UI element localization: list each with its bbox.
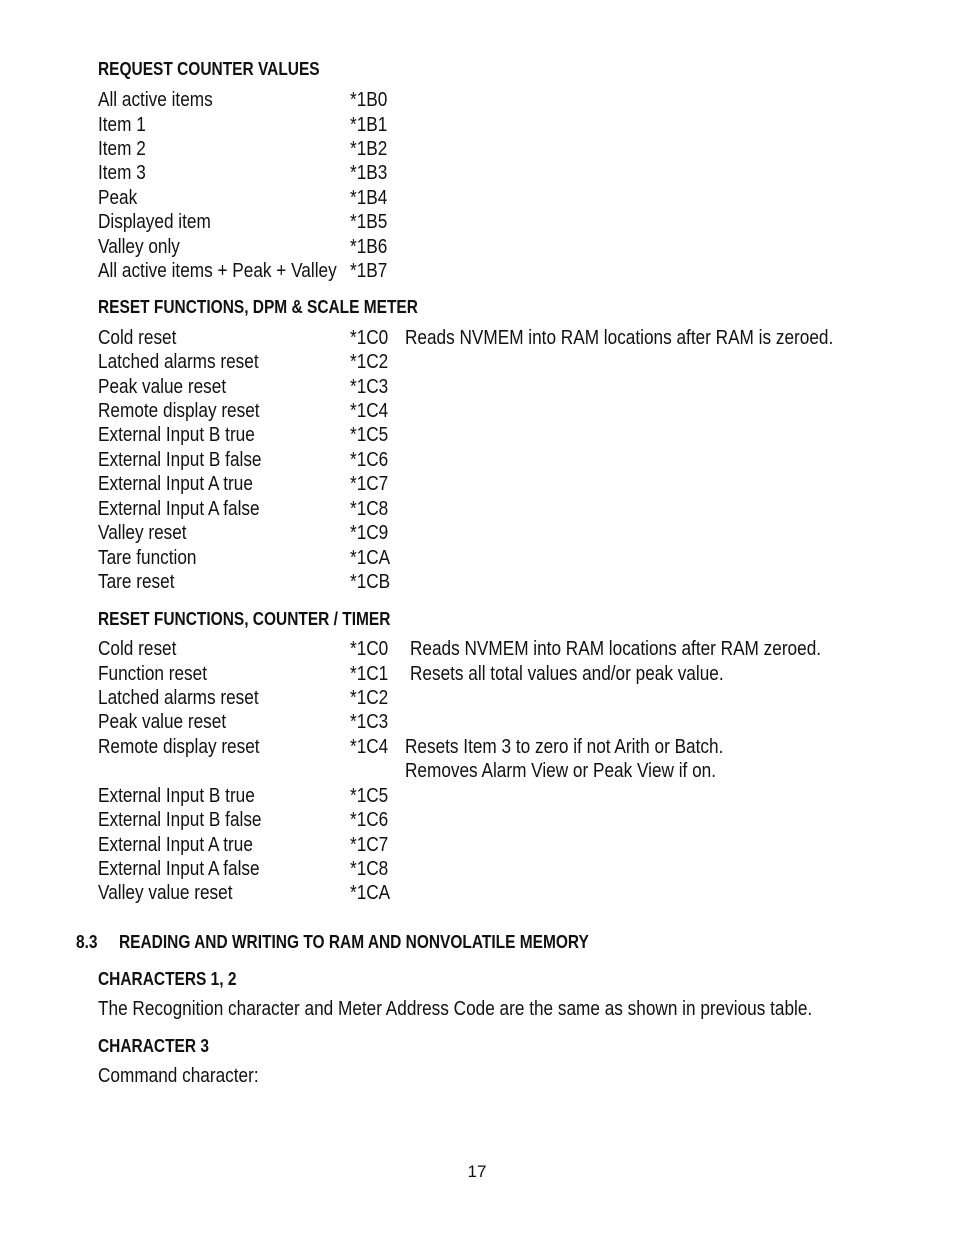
section-heading (76, 932, 589, 953)
row-label: All active items + Peak + Valley (98, 260, 337, 282)
row-label: Remote display reset (98, 736, 260, 758)
row-label: Remote display reset (98, 400, 260, 422)
row-code: *1C0 (350, 327, 389, 349)
row-note: Reads NVMEM into RAM locations after RAM is zeroed. (405, 327, 834, 349)
row-code: *1C1 (350, 663, 389, 685)
row-code: *1C8 (350, 498, 389, 520)
reset-dpm-heading: RESET FUNCTIONS, DPM & SCALE METER (98, 297, 418, 317)
row-code: *1B2 (350, 138, 388, 160)
page-number: 17 (467, 1162, 487, 1181)
row-code: *1C5 (350, 785, 389, 807)
character-3-heading: CHARACTER 3 (98, 1036, 209, 1056)
row-code: *1CA (350, 882, 391, 904)
row-label: External Input A true (98, 473, 253, 495)
row-code: *1CA (350, 547, 391, 569)
row-label: Displayed item (98, 211, 211, 233)
row-code: *1B5 (350, 211, 388, 233)
row-label: External Input A true (98, 834, 253, 856)
row-label: Valley only (98, 236, 180, 258)
row-label: External Input B true (98, 424, 255, 446)
row-code: *1C6 (350, 449, 389, 471)
row-label: External Input B true (98, 785, 255, 807)
row-code: *1C4 (350, 400, 389, 422)
row-code: *1B4 (350, 187, 388, 209)
row-label: All active items (98, 89, 213, 111)
row-code: *1CB (350, 571, 391, 593)
row-code: *1C0 (350, 638, 389, 660)
row-code: *1C2 (350, 351, 389, 373)
row-note: Resets Item 3 to zero if not Arith or Batch. (405, 736, 724, 758)
row-label: External Input A false (98, 498, 260, 520)
row-label: Cold reset (98, 638, 177, 660)
row-label: Item 1 (98, 114, 146, 136)
row-code: *1B0 (350, 89, 388, 111)
row-code: *1B3 (350, 162, 388, 184)
row-label: Item 3 (98, 162, 146, 184)
row-label: Item 2 (98, 138, 146, 160)
row-code: *1B1 (350, 114, 388, 136)
section-number: 8.3 (76, 932, 98, 952)
row-code: *1C3 (350, 376, 389, 398)
row-label: External Input B false (98, 809, 262, 831)
row-code: *1C7 (350, 473, 389, 495)
row-label: Peak value reset (98, 376, 227, 398)
row-note: Reads NVMEM into RAM locations after RAM zeroed. (410, 638, 822, 660)
reset-counter-heading: RESET FUNCTIONS, COUNTER / TIMER (98, 609, 391, 629)
row-label: Valley value reset (98, 882, 233, 904)
row-note-continued: Removes Alarm View or Peak View if on. (405, 760, 717, 782)
row-label: Tare function (98, 547, 197, 569)
row-code: *1C8 (350, 858, 389, 880)
row-label: Valley reset (98, 522, 187, 544)
request-counter-heading: REQUEST COUNTER VALUES (98, 59, 320, 79)
row-label: Cold reset (98, 327, 177, 349)
row-label: Latched alarms reset (98, 687, 259, 709)
row-label: Peak value reset (98, 711, 227, 733)
row-label: Function reset (98, 663, 207, 685)
row-label: Latched alarms reset (98, 351, 259, 373)
row-code: *1C9 (350, 522, 389, 544)
section-title: READING AND WRITING TO RAM AND NONVOLATILE MEMORY (119, 932, 589, 952)
row-code: *1B6 (350, 236, 388, 258)
character-3-text: Command character: (98, 1065, 259, 1087)
row-label: External Input B false (98, 449, 262, 471)
row-label: Tare reset (98, 571, 175, 593)
row-code: *1C4 (350, 736, 389, 758)
row-code: *1C6 (350, 809, 389, 831)
characters-1-2-text: The Recognition character and Meter Address Code are the same as shown in previous table. (98, 998, 813, 1020)
row-code: *1C5 (350, 424, 389, 446)
row-code: *1C3 (350, 711, 389, 733)
characters-1-2-heading: CHARACTERS 1, 2 (98, 969, 237, 989)
row-code: *1C2 (350, 687, 389, 709)
row-code: *1B7 (350, 260, 388, 282)
row-label: Peak (98, 187, 138, 209)
row-code: *1C7 (350, 834, 389, 856)
row-note: Resets all total values and/or peak value. (410, 663, 724, 685)
row-label: External Input A false (98, 858, 260, 880)
